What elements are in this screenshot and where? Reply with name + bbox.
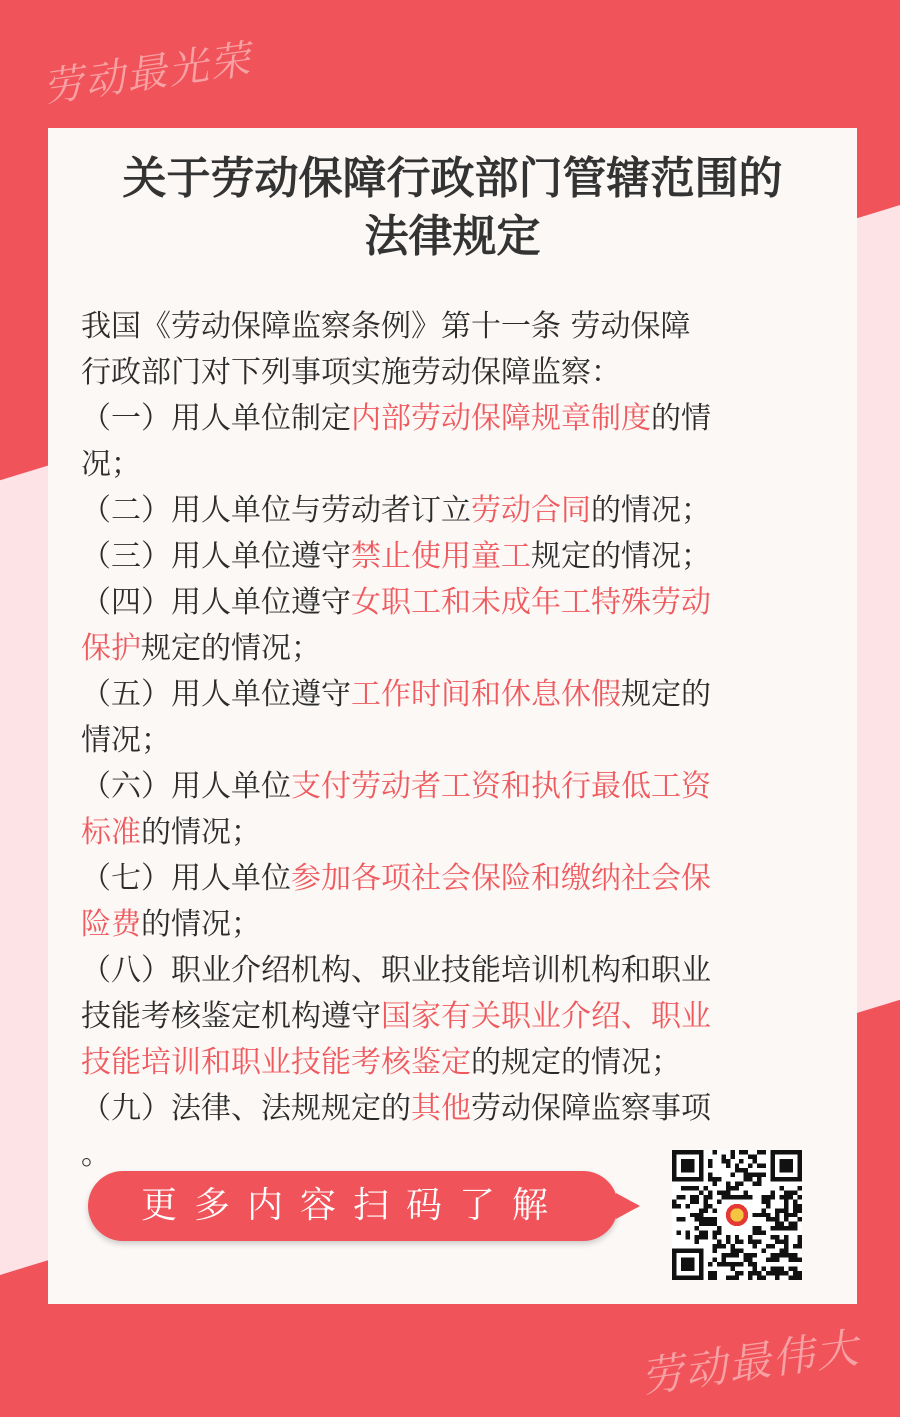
title-line-2: 法律规定 [364, 211, 541, 262]
highlight-text: 内部劳动保障规章制度 [351, 401, 651, 436]
body-text: 规定的情况； [141, 631, 321, 666]
highlight-text: 支付劳动者工资和执行最低工资 [291, 769, 711, 804]
body-text: （二）用人单位与劳动者订立 [81, 493, 471, 528]
highlight-text: 禁止使用童工 [351, 539, 531, 574]
highlight-text: 参加各项社会保险和缴纳社会保 [291, 861, 711, 896]
body-line [81, 994, 829, 1040]
article-body [81, 304, 829, 1178]
highlight-text: 女职工和未成年工特殊劳动 [351, 585, 711, 620]
body-text: 规定的情况； [531, 539, 711, 574]
body-line [81, 1040, 829, 1086]
corner-slogan-bottom: 劳动最伟大 [638, 1322, 863, 1403]
body-text: 规定的 [621, 677, 711, 712]
body-text: 的情况； [141, 907, 261, 942]
corner-slogan-top: 劳动最光荣 [40, 36, 255, 112]
body-text: 技能考核鉴定机构遵守 [81, 999, 381, 1034]
body-line [81, 1086, 829, 1132]
highlight-text: 险费 [81, 907, 141, 942]
body-text: （八）职业介绍机构、职业技能培训机构和职业 [81, 953, 711, 988]
body-text: 情况； [81, 723, 171, 758]
body-text: 劳动保障监察事项 [471, 1091, 711, 1126]
body-line [81, 672, 829, 718]
body-line [81, 856, 829, 902]
highlight-text: 其他 [411, 1091, 471, 1126]
content-card [48, 128, 857, 1304]
title-line-1: 关于劳动保障行政部门管辖范围的 [122, 153, 783, 204]
body-text: （一）用人单位制定 [81, 401, 351, 436]
highlight-text: 国家有关职业介绍、职业 [381, 999, 711, 1034]
body-line [81, 718, 829, 764]
body-line [81, 948, 829, 994]
body-line [81, 442, 829, 488]
highlight-text: 标准 [81, 815, 141, 850]
body-text: （五）用人单位遵守 [81, 677, 351, 712]
body-text: 。 [81, 1137, 111, 1172]
body-text: （四）用人单位遵守 [81, 585, 351, 620]
body-line [81, 626, 829, 672]
body-line [81, 304, 829, 350]
scan-more-label: 更多内容扫码了解 [140, 1185, 565, 1226]
highlight-text: 保护 [81, 631, 141, 666]
body-text: 况； [81, 447, 141, 482]
body-text: 我国《劳动保障监察条例》第十一条 劳动保障 [81, 309, 691, 344]
body-line [81, 902, 829, 948]
body-text: （七）用人单位 [81, 861, 291, 896]
body-text: 的情况； [141, 815, 261, 850]
qr-code-icon[interactable] [672, 1150, 802, 1280]
body-text: 的情况； [591, 493, 711, 528]
body-line [81, 350, 829, 396]
body-line [81, 396, 829, 442]
highlight-text: 技能培训和职业技能考核鉴定 [81, 1045, 471, 1080]
body-text: 的情 [651, 401, 711, 436]
body-text: （三）用人单位遵守 [81, 539, 351, 574]
body-line [81, 488, 829, 534]
body-line [81, 764, 829, 810]
page-title [48, 150, 857, 266]
body-line [81, 534, 829, 580]
highlight-text: 工作时间和休息休假 [351, 677, 621, 712]
body-text: （六）用人单位 [81, 769, 291, 804]
body-line [81, 810, 829, 856]
body-text: （九）法律、法规规定的 [81, 1091, 411, 1126]
highlight-text: 劳动合同 [471, 493, 591, 528]
scan-more-button[interactable] [88, 1171, 618, 1241]
body-text: 行政部门对下列事项实施劳动保障监察： [81, 355, 621, 390]
body-line [81, 580, 829, 626]
body-text: 的规定的情况； [471, 1045, 681, 1080]
